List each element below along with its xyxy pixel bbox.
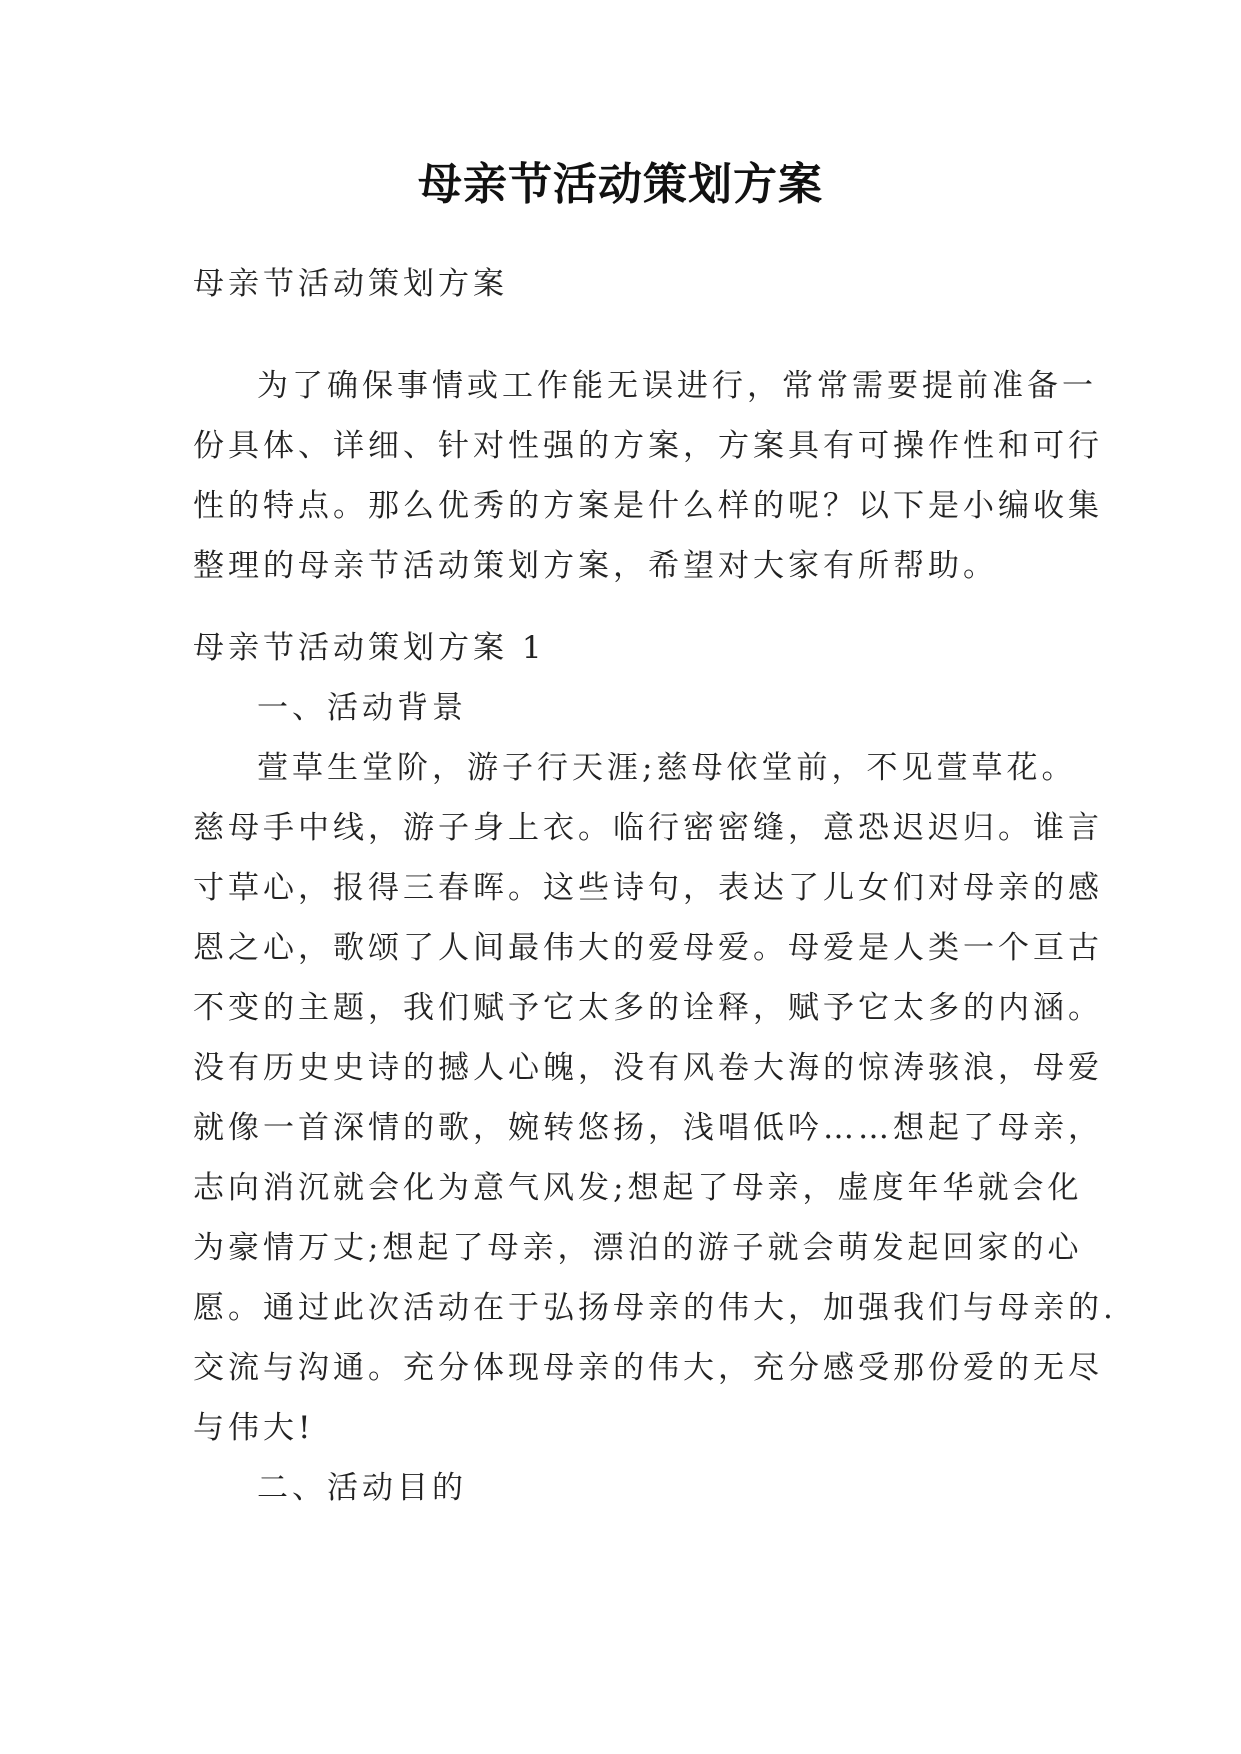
background-line: 没有历史史诗的撼人心魄，没有风卷大海的惊涛骇浪，母爱	[193, 1050, 1103, 1086]
intro-line: 为了确保事情或工作能无误进行，常常需要提前准备一	[257, 368, 1097, 404]
background-line: 寸草心，报得三春晖。这些诗句，表达了儿女们对母亲的感	[193, 870, 1103, 906]
part-heading-purpose: 二、活动目的	[257, 1470, 467, 1506]
intro-line: 份具体、详细、针对性强的方案，方案具有可操作性和可行	[193, 428, 1103, 464]
background-line: 交流与沟通。充分体现母亲的伟大，充分感受那份爱的无尽	[193, 1350, 1103, 1386]
document-subtitle: 母亲节活动策划方案	[193, 266, 508, 302]
background-line: 与伟大!	[193, 1410, 315, 1446]
document-title: 母亲节活动策划方案	[418, 159, 823, 210]
intro-line: 整理的母亲节活动策划方案，希望对大家有所帮助。	[193, 548, 998, 584]
document-subtitle-block	[193, 254, 1063, 314]
background-line: 萱草生堂阶，游子行天涯;慈母依堂前，不见萱草花。	[257, 750, 1077, 786]
part-heading-background: 一、活动背景	[257, 690, 467, 726]
background-line: 就像一首深情的歌，婉转悠扬，浅唱低吟……想起了母亲，	[193, 1110, 1103, 1146]
background-line: 慈母手中线，游子身上衣。临行密密缝，意恐迟迟归。谁言	[193, 810, 1103, 846]
background-line: 愿。通过此次活动在于弘扬母亲的伟大，加强我们与母亲的.	[193, 1290, 1117, 1326]
background-line: 为豪情万丈;想起了母亲，漂泊的游子就会萌发起回家的心	[193, 1230, 1083, 1266]
background-line: 不变的主题，我们赋予它太多的诠释，赋予它太多的内涵。	[193, 990, 1103, 1026]
section-heading: 母亲节活动策划方案 1	[193, 630, 546, 666]
intro-line: 性的特点。那么优秀的方案是什么样的呢？以下是小编收集	[193, 488, 1103, 524]
background-line: 志向消沉就会化为意气风发;想起了母亲，虚度年华就会化	[193, 1170, 1083, 1206]
section-1	[193, 618, 1117, 1518]
intro-paragraph	[193, 356, 1103, 596]
background-line: 恩之心，歌颂了人间最伟大的爱母爱。母爱是人类一个亘古	[193, 930, 1103, 966]
